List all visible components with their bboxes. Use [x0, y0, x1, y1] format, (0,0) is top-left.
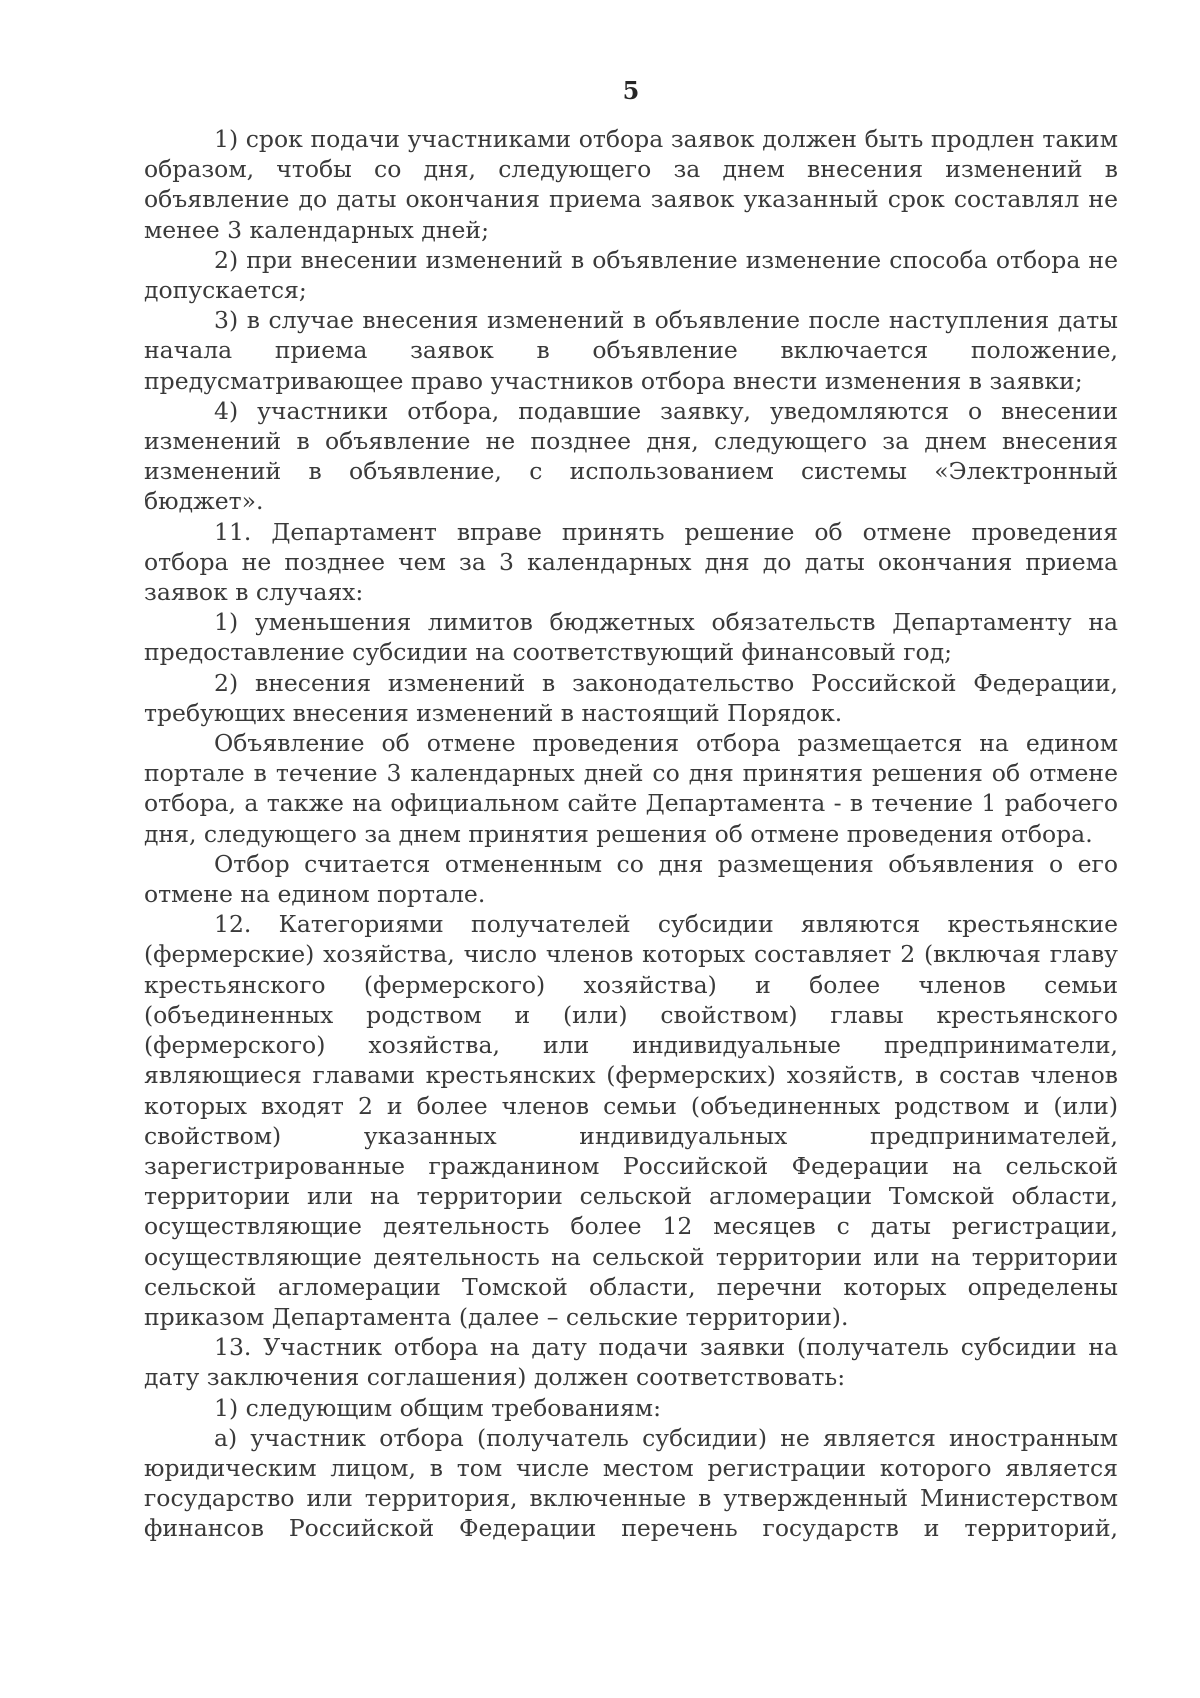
paragraph-11-2-legislation-change: 2) внесения изменений в законодательство Российской Федерации, требующих внесения изменений в настоящий Порядок. [144, 668, 1118, 727]
paragraph-11-1-budget-reduction: 1) уменьшения лимитов бюджетных обязательств Департаменту на предоставление субсидии на соответствующий финансовый год; [144, 608, 1118, 667]
paragraph-cancellation-effective: Отбор считается отмененным со дня размещения объявления о его отмене на едином портале. [144, 849, 1118, 909]
paragraph-cancellation-announcement: Объявление об отмене проведения отбора размещается на едином портале в течение 3 календарных дней со дня принятия решения об отмене отбора, а также на официальном сайте Департамента - в течение 1 рабочего дня, следующего за днем принятия решения об отмене проведения отбора. [144, 729, 1118, 848]
paragraph-4-participant-notification: 4) участники отбора, подавшие заявку, уведомляются о внесении изменений в объявление не позднее дня, следующего за днем внесения изменений в объявление, с использованием системы «Электронный бюджет». [144, 396, 1118, 516]
paragraph-11-cancellation-right: 11. Департамент вправе принять решение об отмене проведения отбора не позднее чем за 3 календарных дня до даты окончания приема заявок в случаях: [144, 517, 1118, 607]
paragraph-13-participant-requirements: 13. Участник отбора на дату подачи заявки (получатель субсидии на дату заключения соглашения) должен соответствовать: [144, 1333, 1118, 1392]
document-body [144, 124, 1118, 1544]
paragraph-13-1-a-not-foreign-entity: а) участник отбора (получатель субсидии) не является иностранным юридическим лицом, в том числе местом регистрации которого является государство или территория, включенные в утвержденный Министерством финансов Российской Федерации перечень государств и территорий, [144, 1423, 1118, 1543]
paragraph-12-recipient-categories: 12. Категориями получателей субсидии являются крестьянские (фермерские) хозяйства, число членов которых составляет 2 (включая главу крестьянского (фермерского) хозяйства) и более членов семьи (объединенных родством и (или) свойством) главы крестьянского (фермерского) хозяйства, или индивидуальные предприниматели, являющиеся главами крестьянских (фермерских) хозяйств, в состав членов которых входят 2 и более членов семьи (объединенных родством и (или) свойством) указанных индивидуальных предпринимателей, зарегистрированные гражданином Российской Федерации на сельской территории или на территории сельской агломерации Томской области, осуществляющие деятельность более 12 месяцев с даты регистрации, осуществляющие деятельность на сельской территории или на территории сельской агломерации Томской области, перечни которых определены приказом Департамента (далее – сельские территории). [144, 910, 1118, 1331]
paragraph-13-1-general-requirements: 1) следующим общим требованиям: [214, 1393, 661, 1422]
paragraph-2-method-change-prohibited: 2) при внесении изменений в объявление изменение способа отбора не допускается; [144, 245, 1118, 305]
paragraph-3-amendment-after-start: 3) в случае внесения изменений в объявление после наступления даты начала приема заявок в объявление включается положение, предусматривающее право участников отбора внести изменения в заявки; [144, 306, 1118, 395]
paragraph-1-extension-of-deadline: 1) срок подачи участниками отбора заявок должен быть продлен таким образом, чтобы со дня, следующего за днем внесения изменений в объявление до даты окончания приема заявок указанный срок составлял не менее 3 календарных дней; [144, 125, 1118, 244]
page-number: 5 [622, 76, 640, 105]
